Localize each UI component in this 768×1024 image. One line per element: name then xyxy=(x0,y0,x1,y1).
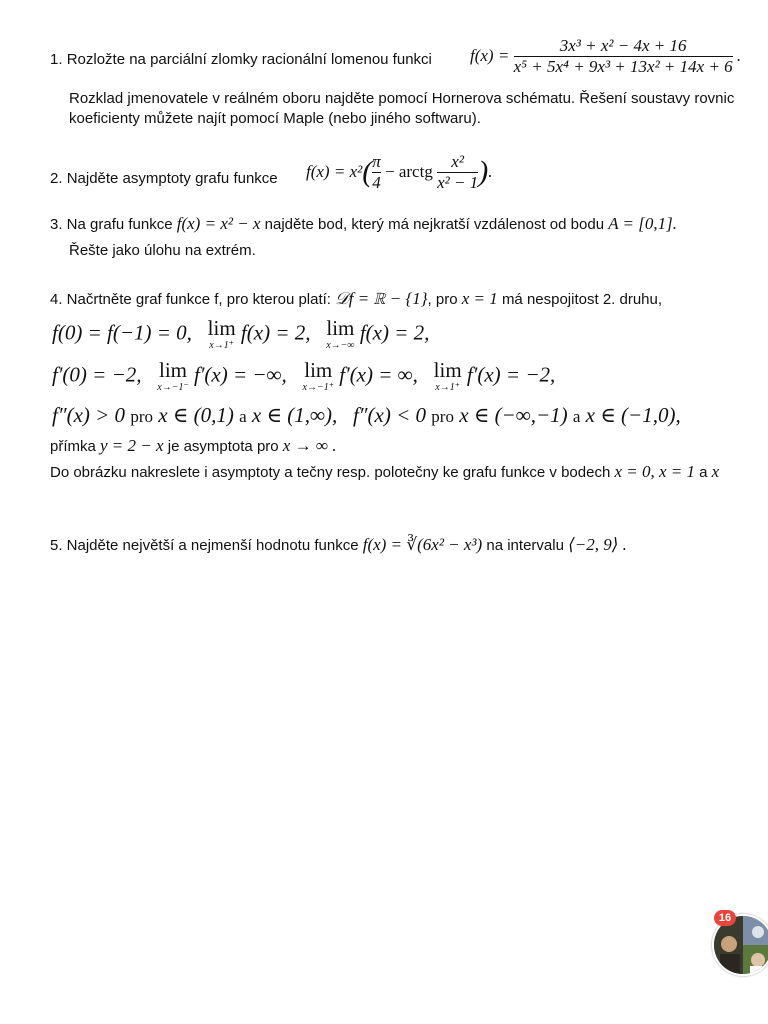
problem-1-text: Rozložte na parciální zlomky racionální lomenou funkci xyxy=(66,51,432,68)
problem-4-domain: 𝒟f = ℝ − {1} xyxy=(335,289,428,308)
interval-1-inf: x ∈ (1,∞), xyxy=(251,403,338,427)
problem-4-line-1 xyxy=(50,289,662,309)
lim-word: lim xyxy=(433,358,462,382)
row-1-values: f(0) = f(−1) = 0, xyxy=(52,320,192,345)
problem-4-row-1 xyxy=(52,318,429,351)
problem-2-text: Najděte asymptoty grafu funkce xyxy=(66,170,278,187)
row-2-limit-1-value: f′(x) = −∞, xyxy=(193,362,287,387)
problem-1-fraction xyxy=(514,36,733,76)
point-x-1: x = 1 xyxy=(658,462,695,481)
problem-5-mid: na intervalu xyxy=(486,537,564,554)
arctg-text: − arctg xyxy=(385,162,433,182)
point-x-0: x = 0, xyxy=(614,462,655,481)
problem-1-formula xyxy=(470,36,741,76)
problem-2-inner-fraction xyxy=(437,152,478,192)
problem-4-text-c: má nespojitost 2. druhu, xyxy=(501,291,663,308)
problem-4-x-eq-1: x = 1 xyxy=(461,289,498,308)
problem-1-number: 1. xyxy=(50,51,63,68)
problem-2-number: 2. xyxy=(50,170,63,187)
lim-sub: x→−∞ xyxy=(326,340,355,351)
notification-badge: 16 xyxy=(714,910,736,926)
problem-1-lhs: f(x) = xyxy=(470,46,510,66)
interval-neg-1-0: x ∈ (−1,0), xyxy=(585,403,681,427)
row-1-limit-2-value: f(x) = 2, xyxy=(359,320,430,345)
row-2-limit-2-value: f′(x) = ∞, xyxy=(339,362,418,387)
problem-1-period: . xyxy=(736,46,742,66)
x-to-infinity: x → ∞ . xyxy=(282,436,337,455)
problem-2-lhs: f(x) = x² xyxy=(306,162,363,182)
problem-4-text-b: , pro xyxy=(427,291,458,308)
problem-1-line-1 xyxy=(50,51,432,68)
lim-sub: x→−1⁻ xyxy=(157,382,189,393)
lim-word: lim xyxy=(158,358,187,382)
and-word: a xyxy=(239,407,247,426)
asymptote-text: je asymptota pro xyxy=(167,438,279,455)
point-x-cut: x xyxy=(711,462,720,481)
denominator-4: 4 xyxy=(372,172,381,192)
limit-2 xyxy=(326,318,354,351)
limit-5 xyxy=(434,360,462,393)
problem-1-line-3: koeficienty můžete najít pomocí Maple (nebo jiného softwaru). xyxy=(69,110,481,127)
lim-sub: x→−1⁺ xyxy=(302,382,335,393)
problem-3-line-2: Řešte jako úlohu na extrém. xyxy=(69,242,256,259)
lim-word: lim xyxy=(207,316,236,340)
problem-2-line xyxy=(50,170,278,187)
pro-word: pro xyxy=(431,407,454,426)
right-paren: ) xyxy=(478,155,489,189)
problem-5-formula: f(x) = ∛(6x² − x³) xyxy=(362,535,483,554)
problem-3-formula: f(x) = x² − x xyxy=(176,214,261,233)
primka-word: přímka xyxy=(50,438,96,455)
problem-4-row-5 xyxy=(50,462,719,482)
problem-2-formula xyxy=(306,152,492,192)
problem-3-text-b: najděte bod, který má nejkratší vzdálenost od bodu xyxy=(264,216,605,233)
limit-1 xyxy=(208,318,236,351)
and-word: a xyxy=(572,407,581,426)
problem-3-point: A = [0,1]. xyxy=(608,214,677,233)
problem-4-text-a: 4. Načrtněte graf funkce f, pro kterou platí: xyxy=(50,291,331,308)
problem-5-line xyxy=(50,535,627,555)
pi-symbol: π xyxy=(372,152,381,171)
and-word: a xyxy=(699,464,708,481)
chat-head-bubble[interactable] xyxy=(712,910,768,974)
problem-4-row-3 xyxy=(52,403,681,428)
inner-denominator: x² − 1 xyxy=(437,172,479,192)
row-2-limit-3-value: f′(x) = −2, xyxy=(466,362,556,387)
drawing-instruction: Do obrázku nakreslete i asymptoty a tečny resp. polotečny ke grafu funkce v bodech xyxy=(50,464,611,481)
row-1-limit-1-value: f(x) = 2, xyxy=(240,320,311,345)
problem-5-interval: ⟨−2, 9⟩ . xyxy=(568,535,627,554)
problem-1-denominator: x⁵ + 5x⁴ + 9x³ + 13x² + 14x + 6 xyxy=(513,56,733,76)
lim-sub: x→1⁺ xyxy=(209,340,235,351)
problem-3-text-a: 3. Na grafu funkce xyxy=(50,216,173,233)
lim-sub: x→1⁺ xyxy=(435,382,461,393)
lim-word: lim xyxy=(304,358,333,382)
limit-3 xyxy=(157,360,188,393)
second-derivative-negative: f″(x) < 0 xyxy=(352,403,427,427)
limit-4 xyxy=(303,360,334,393)
problem-5-text: 5. Najděte největší a nejmenší hodnotu funkce xyxy=(50,537,359,554)
problem-4-row-2 xyxy=(52,360,555,393)
pi-over-4 xyxy=(372,152,381,192)
problem-4-row-4 xyxy=(50,436,336,456)
second-derivative-positive: f″(x) > 0 xyxy=(52,403,126,427)
row-2-value: f′(0) = −2, xyxy=(52,362,142,387)
left-paren: ( xyxy=(362,155,373,189)
problem-1-numerator: 3x³ + x² − 4x + 16 xyxy=(559,36,687,55)
asymptote-formula: y = 2 − x xyxy=(100,436,164,455)
interval-0-1: x ∈ (0,1) xyxy=(158,403,234,427)
problem-3-line-1 xyxy=(50,214,677,234)
interval-neg-inf-neg-1: x ∈ (−∞,−1) xyxy=(459,403,568,427)
pro-word: pro xyxy=(130,407,153,426)
inner-numerator: x² xyxy=(451,152,464,171)
lim-word: lim xyxy=(326,316,355,340)
problem-2-period: . xyxy=(488,162,493,182)
problem-1-line-2: Rozklad jmenovatele v reálném oboru najděte pomocí Hornerova schématu. Řešení soustavy rovnic xyxy=(69,90,735,107)
